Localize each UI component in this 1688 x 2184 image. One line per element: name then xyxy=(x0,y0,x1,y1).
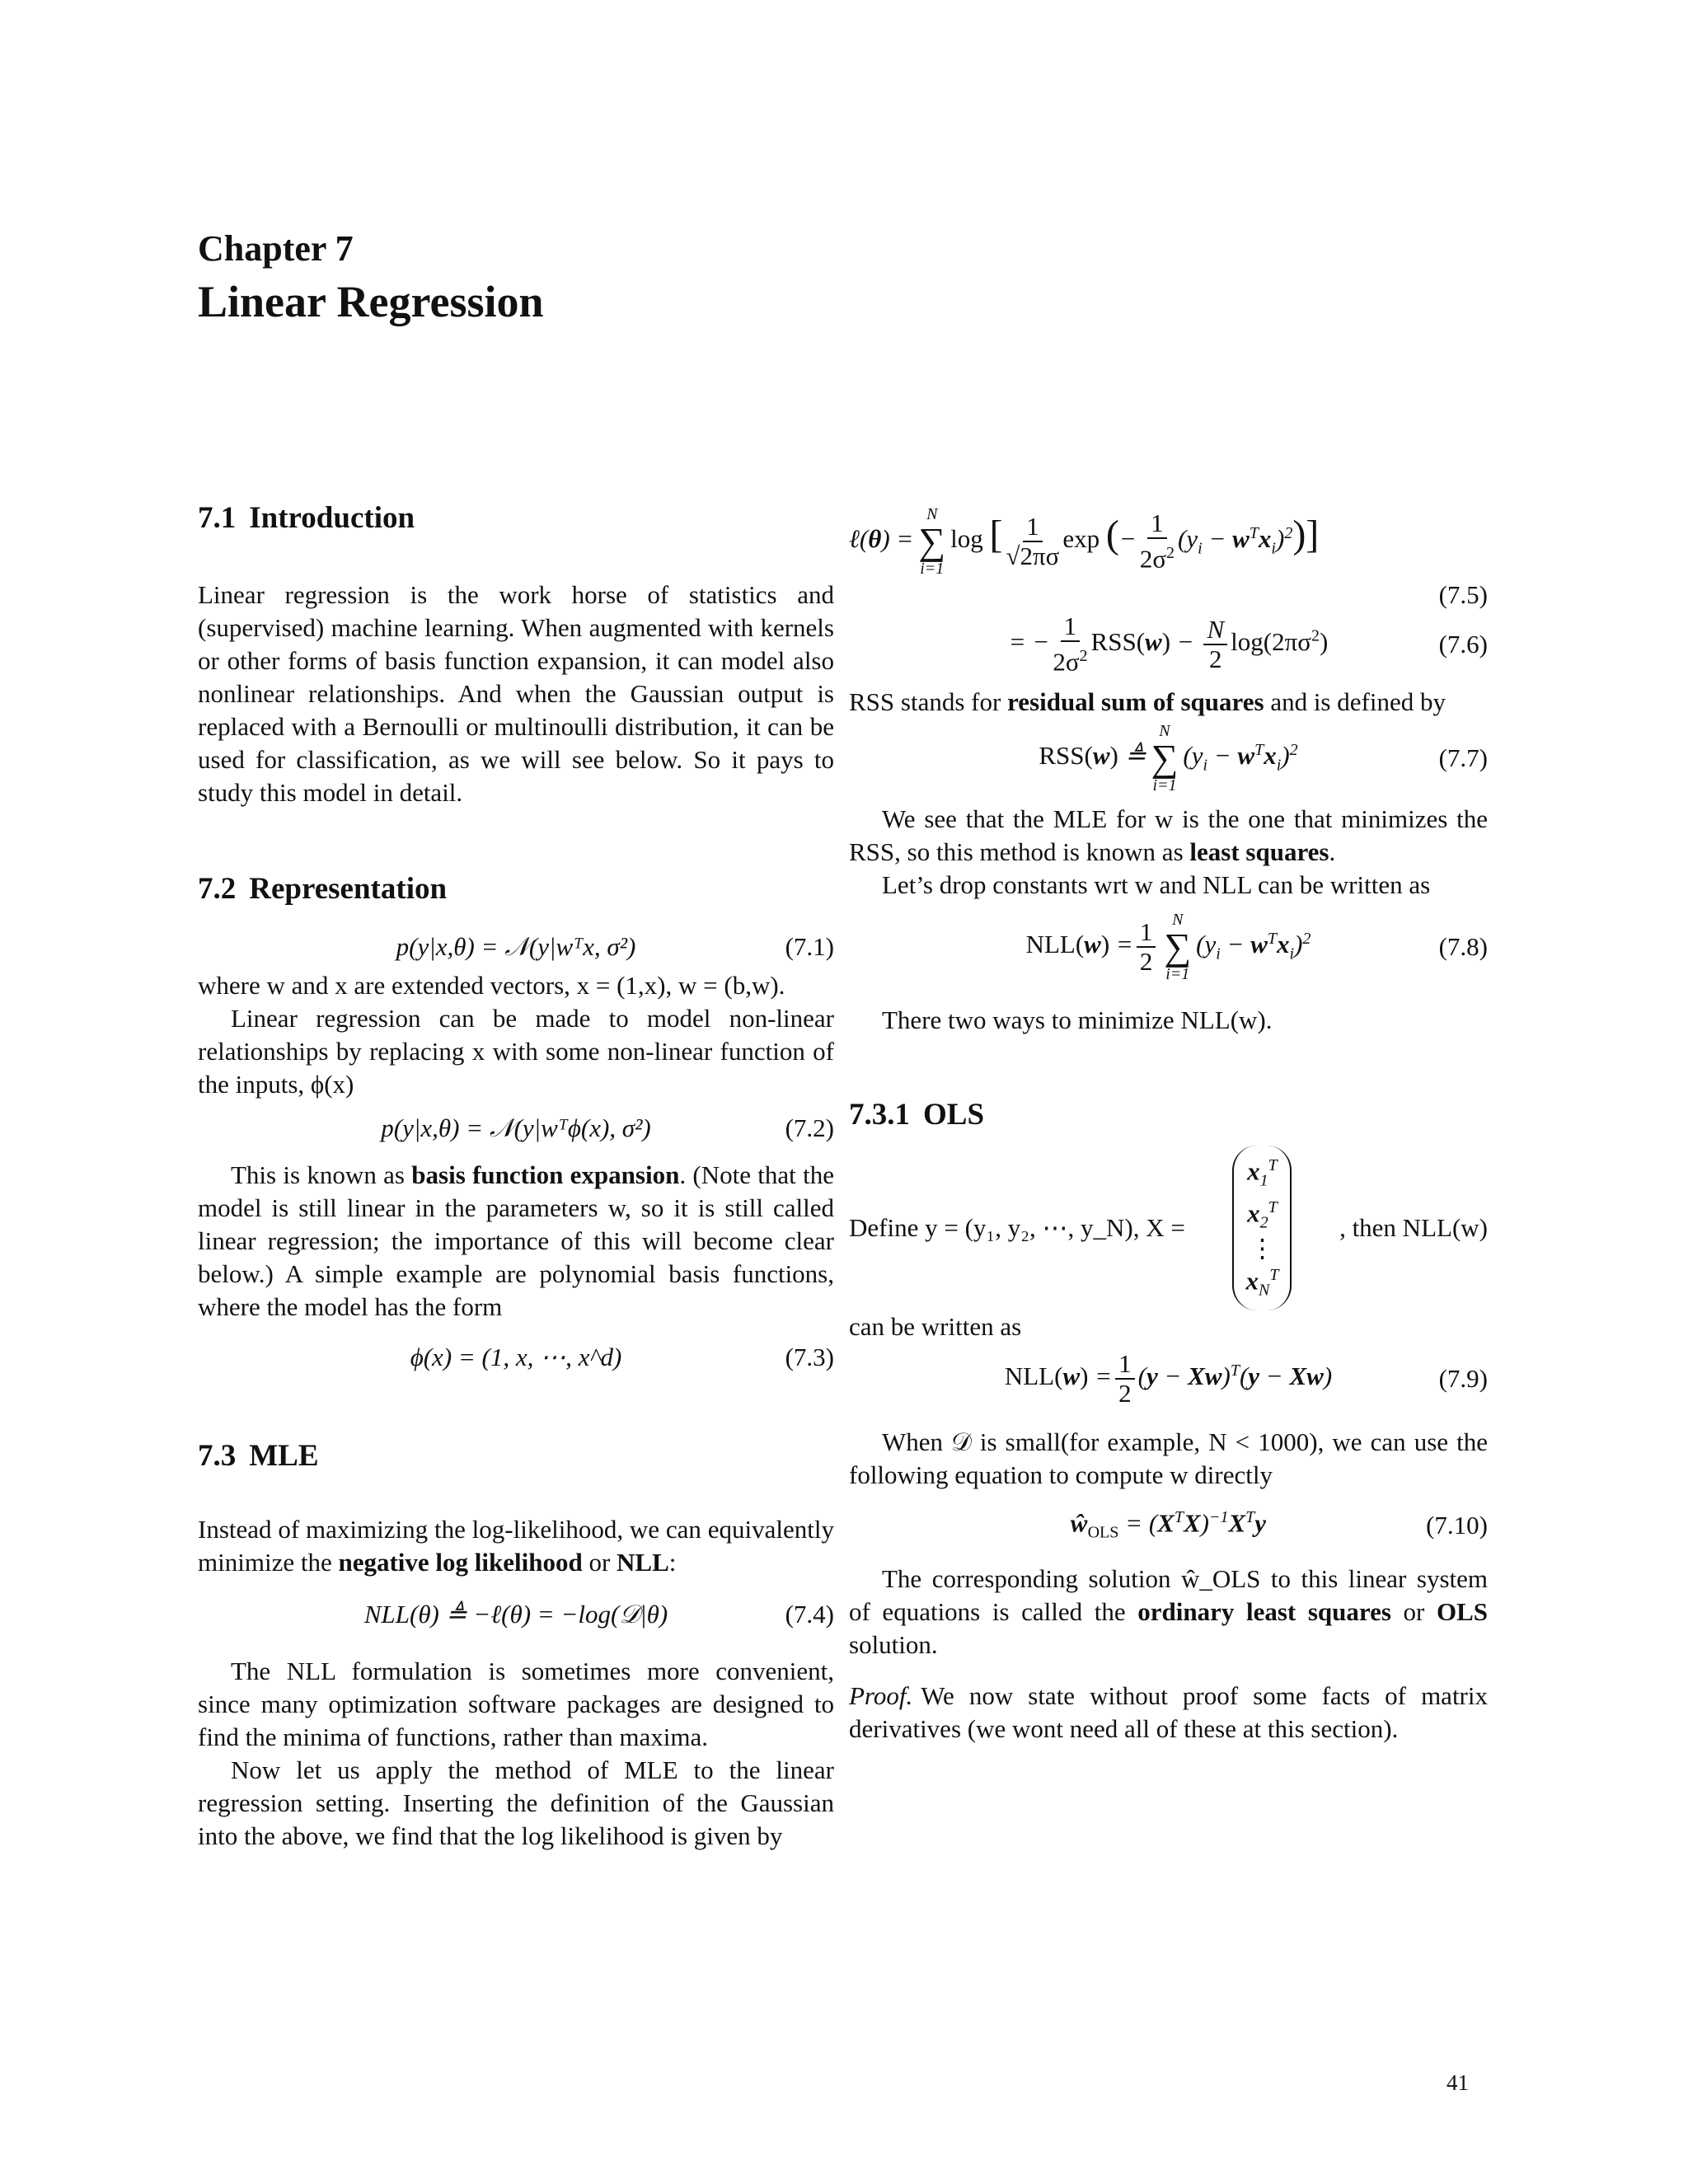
design-matrix: $x_1^T$ $x_2^T$ ⋮ $x_N^T$ xyxy=(1232,1146,1292,1310)
equation-body: ℓ(θ) = N ∑ i=1 log [ $\frac{1}{√2\pi\sigma}$ exp (− $\frac{1}{2\sigma^2}$ $(y_i - w^Tx_i)^2$)] xyxy=(849,505,1320,578)
equation-body: NLL(θ) ≜ −ℓ(θ) = −log(𝒟|θ) xyxy=(363,1600,668,1629)
chapter-label: Chapter 7 xyxy=(198,228,354,269)
section-number: 7.3.1 xyxy=(849,1098,910,1132)
section-number: 7.1 xyxy=(198,501,237,535)
paragraph: When 𝒟 is small(for example, N < 1000), we can use the following equation to compute w directly xyxy=(849,1427,1488,1489)
equation-7-5 xyxy=(849,504,1488,579)
equation-body: = − $\frac{1}{2\sigma^2}$ RSS(w) − $\frac{N}{2}$ $\log(2\pi\sigma^2)$ xyxy=(1008,612,1329,677)
text: Instead of maximizing the log-likelihood, we can equivalently minimize the xyxy=(198,1515,834,1577)
bold-term: OLS xyxy=(1436,1596,1488,1626)
equation-body: NLL(w) = $\frac{1}{2}$ N ∑ i=1 $(y_i - w^Tx_i)^2$ xyxy=(1025,911,1311,983)
equation-7-2 xyxy=(198,1106,834,1151)
equation-number: (7.7) xyxy=(1438,743,1488,772)
section-title: Introduction xyxy=(249,501,415,535)
section-number: 7.2 xyxy=(198,872,237,906)
text: or xyxy=(582,1548,617,1577)
paragraph: Let’s drop constants wrt w and NLL can be written as xyxy=(882,870,1431,899)
paragraph: There two ways to minimize NLL(w). xyxy=(882,1005,1273,1034)
equation-7-8 xyxy=(849,902,1488,992)
equation-7-4 xyxy=(198,1592,834,1637)
paragraph: where w and x are extended vectors, x = (1,x), w = (b,w). xyxy=(198,971,785,1000)
text: We now state without proof some facts of matrix derivatives (we wont need all of these at this section). xyxy=(849,1680,1488,1743)
text: or xyxy=(1390,1596,1437,1626)
paragraph xyxy=(849,686,1488,719)
equation-7-5-number-row xyxy=(849,579,1488,612)
text: This is known as xyxy=(231,1160,412,1189)
text: The corresponding solution ŵ_OLS to this linear system of equations is called the xyxy=(849,1563,1488,1626)
equation-body: NLL(w) = $\frac{1}{2}$ $(y - Xw)^T(y - Xw)$ xyxy=(1004,1348,1333,1408)
equation-7-10 xyxy=(849,1503,1488,1548)
section-title: MLE xyxy=(249,1439,319,1473)
text: Define y = (y₁, y₂, ⋯, y_N), X = xyxy=(849,1212,1185,1242)
paragraph xyxy=(198,1513,834,1579)
equation-number: (7.3) xyxy=(785,1343,834,1371)
text: RSS stands for xyxy=(849,687,1008,716)
bold-term: least squares xyxy=(1189,837,1329,866)
equation-number: (7.4) xyxy=(785,1600,834,1629)
paragraph xyxy=(198,1159,834,1324)
bold-term: residual sum of squares xyxy=(1007,687,1264,716)
proof-paragraph xyxy=(849,1680,1488,1746)
equation-body: p(y|x,θ) = 𝒩(y|wᵀx, σ²) xyxy=(396,932,636,961)
equation-body: ϕ(x) = (1, x, ⋯, x^d) xyxy=(410,1343,622,1371)
bold-term: basis function expansion xyxy=(411,1160,680,1189)
equation-number: (7.6) xyxy=(1438,630,1488,658)
proof-label: Proof. xyxy=(849,1680,913,1710)
paragraph xyxy=(849,1563,1488,1661)
paragraph: Linear regression can be made to model non-linear relationships by replacing x with some non-linear function of the inputs, ϕ(x) xyxy=(198,1004,834,1099)
text: . xyxy=(1329,837,1336,866)
text: We see that the MLE for w is the one that minimizes the RSS, so this method is known as xyxy=(849,804,1488,866)
section-title: OLS xyxy=(923,1098,985,1132)
section-7-2-heading xyxy=(198,870,834,908)
equation-7-6 xyxy=(849,612,1488,677)
text: : xyxy=(668,1548,677,1577)
bold-term: NLL xyxy=(617,1548,669,1577)
section-number: 7.3 xyxy=(198,1439,237,1473)
paragraph xyxy=(849,803,1488,869)
equation-number: (7.2) xyxy=(785,1113,834,1142)
left-column xyxy=(198,494,834,1853)
paragraph: Now let us apply the method of MLE to the linear regression setting. Inserting the definition of the Gaussian into the above, we find that the log likelihood is given by xyxy=(198,1755,834,1850)
equation-7-1 xyxy=(198,925,834,969)
define-line xyxy=(849,1146,1488,1310)
equation-number: (7.10) xyxy=(1426,1510,1488,1540)
section-7-1-heading xyxy=(198,499,834,537)
chapter-title: Linear Regression xyxy=(198,277,544,326)
text: . (Note that the model is still linear in the parameters w, so it is still called linear regression; the importance of this will become clear below.) A simple example are polynomial basis functions, where the model has the form xyxy=(198,1160,834,1321)
paragraph: can be written as xyxy=(849,1311,1022,1341)
right-column xyxy=(849,504,1488,1746)
equation-number: (7.8) xyxy=(1438,932,1488,961)
equation-body: p(y|x,θ) = 𝒩(y|wᵀϕ(x), σ²) xyxy=(381,1113,651,1142)
equation-body: RSS(w) ≜ N ∑ i=1 $(y_i - w^Tx_i)^2$ xyxy=(1039,722,1298,794)
text: solution. xyxy=(849,1629,938,1659)
text: and is defined by xyxy=(1264,687,1446,716)
equation-7-3 xyxy=(198,1335,834,1380)
paragraph: The NLL formulation is sometimes more convenient, since many optimization software packages are designed to find the minima of functions, rather than maxima. xyxy=(198,1657,834,1751)
equation-number: (7.1) xyxy=(785,932,834,961)
equation-body: $ŵ_{OLS} = (X^TX)^{-1}X^Ty$ xyxy=(1070,1508,1267,1542)
text: , then NLL(w) xyxy=(1339,1212,1488,1242)
bold-term: negative log likelihood xyxy=(338,1548,583,1577)
intro-paragraph: Linear regression is the work horse of statistics and (supervised) machine learning. When augmented with kernels or other forms of basis function expansion, it can model also nonlinear relationships. And when the Gaussian output is replaced with a Bernoulli or multinoulli distribution, it can be used for classification, as we will see below. So it pays to study this model in detail. xyxy=(198,580,834,807)
bold-term: ordinary least squares xyxy=(1137,1596,1391,1626)
page-number: 41 xyxy=(1447,2070,1469,2095)
equation-number: (7.9) xyxy=(1438,1363,1488,1393)
equation-7-7 xyxy=(849,719,1488,798)
section-7-3-1-heading xyxy=(849,1096,1488,1134)
equation-number: (7.5) xyxy=(1438,580,1488,609)
equation-7-9 xyxy=(849,1343,1488,1414)
section-title: Representation xyxy=(249,872,448,906)
section-7-3-heading xyxy=(198,1437,834,1475)
